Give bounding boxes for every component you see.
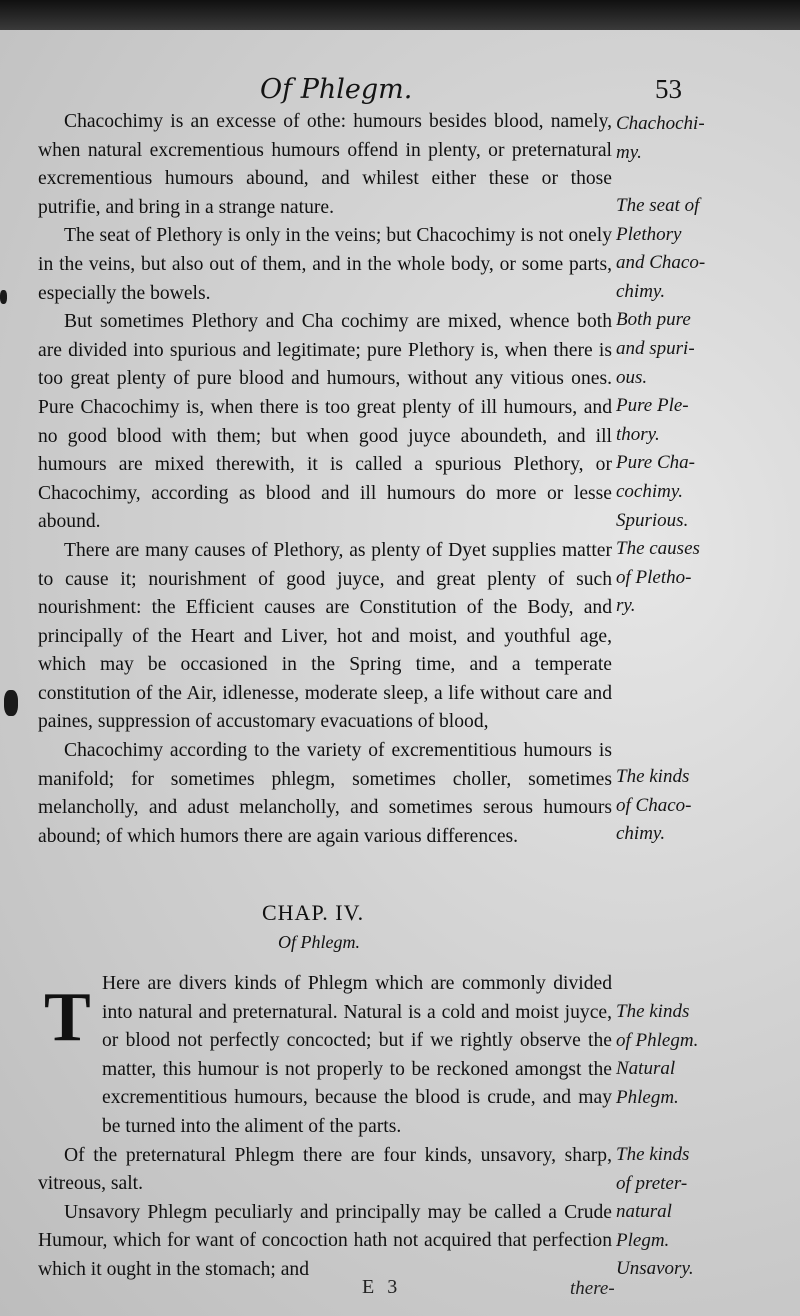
margin-note: of Phlegm. bbox=[616, 1030, 699, 1051]
margin-note: of Chaco- bbox=[616, 795, 692, 816]
margin-note: Unsavory. bbox=[616, 1258, 694, 1279]
margin-note: Spurious. bbox=[616, 510, 689, 531]
margin-note: The kinds bbox=[616, 766, 690, 787]
drop-cap: T bbox=[44, 979, 91, 1056]
margin-note: The seat of bbox=[616, 195, 700, 216]
margin-note: Phlegm. bbox=[616, 1087, 679, 1108]
margin-note: my. bbox=[616, 142, 642, 163]
margin-note: Pure Ple- bbox=[616, 395, 689, 416]
margin-note: and Chaco- bbox=[616, 252, 706, 273]
ink-blot bbox=[4, 690, 18, 716]
margin-note: chimy. bbox=[616, 823, 666, 844]
signature-mark: E 3 bbox=[362, 1276, 402, 1298]
paragraph: Here are divers kinds of Phlegm which are commonly divided into natural and preternatural. Natural is a cold and moist juyce, or blood not perfectly concocted; but if we rightly observe the matter, this humour is not properly to be reckoned amongst the excrementitious humours, because the blood is crude, and may be turned into the aliment of the parts. bbox=[102, 973, 612, 1137]
book-page bbox=[0, 30, 800, 1316]
margin-note: of Pletho- bbox=[616, 567, 692, 588]
catchword: there- bbox=[570, 1278, 615, 1299]
margin-note: chimy. bbox=[616, 281, 666, 302]
paragraph: Of the preternatural Phlegm there are four kinds, unsavory, sharp, vitreous, salt. bbox=[38, 1144, 612, 1195]
paragraph: The seat of Plethory is only in the veins; but Chacochimy is not onely in the veins, but also out of them, and in the whole body, or some parts, especially the bowels. bbox=[38, 225, 612, 304]
paragraph: Unsavory Phlegm peculiarly and principally may be called a Crude Humour, which for want of concoction hath not acquired that perfection which it ought in the stomach; and bbox=[38, 1201, 612, 1280]
margin-note: The kinds bbox=[616, 1144, 690, 1165]
margin-note: of preter- bbox=[616, 1173, 688, 1194]
margin-note: Plethory bbox=[616, 224, 682, 245]
margin-note: ous. bbox=[616, 367, 648, 388]
paragraph: Chacochimy is an excesse of othe: humours besides blood, namely, when natural excrementious humours offend in plenty, or preternatural excrementious humours abound, and whilest either these or those putrifie, and bring in a strange nature. bbox=[38, 111, 612, 218]
margin-note: and spuri- bbox=[616, 338, 695, 359]
page-number: 53 bbox=[655, 74, 682, 104]
body-text-upper bbox=[38, 108, 612, 851]
paragraph: But sometimes Plethory and Cha cochimy are mixed, whence both are divided into spurious and legitimate; pure Plethory is, when there is too great plenty of pure blood and humours, without any vitious ones. Pure Chacochimy is, when there is too great plenty of ill humours, and no good blood with them; but when good juyce aboundeth, and ill humours are mixed therewith, it is called a spurious Plethory, or Chacochimy, according as blood and ill humours do more or lesse abound. bbox=[38, 311, 612, 533]
margin-note: Pure Cha- bbox=[616, 452, 695, 473]
paragraph: There are many causes of Plethory, as plenty of Dyet supplies matter to cause it; nourishment of good juyce, and great plenty of such nourishment: the Efficient causes are Constitution of the Body, and principally of the Heart and Liver, hot and moist, and youthful age, which may be occasioned in the Spring time, and a temperate constitution of the Air, idlenesse, moderate sleep, a life without care and paines, suppression of accustomary evacuations of blood, bbox=[38, 539, 612, 733]
chapter-heading: CHAP. IV. bbox=[262, 900, 365, 925]
margin-note: ry. bbox=[616, 595, 636, 616]
paragraph: Chacochimy according to the variety of excrementitious humours is manifold; for sometimes phlegm, sometimes choller, sometimes melancholly, and adust melancholly, and sometimes serous humours abound; of which humors there are again various differences. bbox=[38, 740, 612, 847]
margin-note: cochimy. bbox=[616, 481, 684, 502]
ink-blot bbox=[0, 290, 7, 304]
margin-note: Plegm. bbox=[616, 1230, 670, 1251]
margin-note: Chachochi- bbox=[616, 113, 705, 134]
margin-note: Natural bbox=[616, 1058, 676, 1079]
scan-top-edge bbox=[0, 0, 800, 30]
running-head: Of Phlegm. bbox=[260, 74, 413, 105]
margin-note: thory. bbox=[616, 424, 660, 445]
margin-note: The kinds bbox=[616, 1001, 690, 1022]
chapter-subtitle: Of Phlegm. bbox=[278, 932, 360, 952]
body-text-lower bbox=[38, 970, 612, 1285]
margin-note: The causes bbox=[616, 538, 700, 559]
margin-notes bbox=[616, 30, 800, 1316]
margin-note: Both pure bbox=[616, 309, 691, 330]
margin-note: natural bbox=[616, 1201, 672, 1222]
